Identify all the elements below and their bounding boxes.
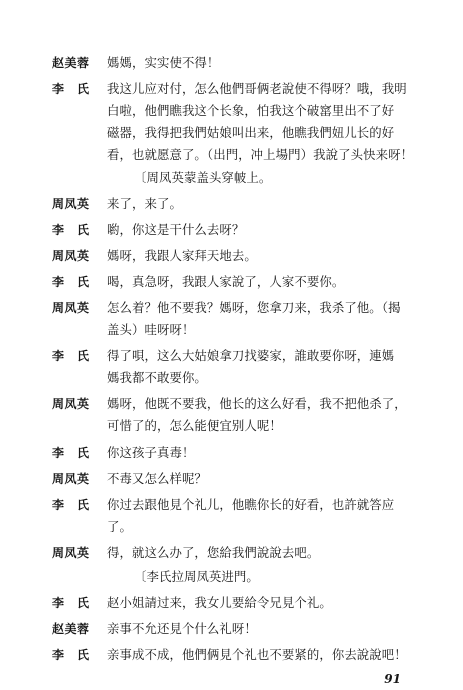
dialogue-text: 白啦，他們瞧我这个长象，怕我这个破窰里出不了好: [107, 103, 395, 118]
dialogue-text: 亲事成不成，他們俩見个礼也不要紧的，你去說說吧！: [107, 647, 407, 662]
speaker-name: 周凤英: [52, 546, 90, 560]
speaker-name: 李 氏: [52, 498, 90, 512]
dialogue-text: 来了，来了。: [107, 196, 182, 211]
dialogue-line: [0, 494, 463, 516]
dialogue-text: 盖头）哇呀呀！: [107, 322, 195, 337]
dialogue-text: 了。: [107, 519, 132, 534]
dialogue-text: 可惜了的，怎么能便宜别人呢！: [107, 418, 282, 433]
stage-direction-text: 〔李氏拉周凤英进門。: [134, 569, 259, 584]
dialogue-line: [0, 516, 463, 538]
dialogue-text: 我这儿应对付，怎么他們哥俩老說使不得呀？哦，我明: [107, 81, 407, 96]
dialogue-line: [0, 78, 463, 100]
dialogue-text: 磁器，我得把我們姑娘叫出来，他瞧我們妞儿长的好: [107, 125, 395, 140]
dialogue-text: 媽媽，实实使不得！: [107, 55, 220, 70]
stage-direction: [0, 167, 463, 189]
dialogue-line: [0, 345, 463, 367]
dialogue-line: [0, 618, 463, 640]
dialogue-line: [0, 367, 463, 389]
dialogue-text: 赵小姐請过来，我女儿要給令兄見个礼。: [107, 595, 332, 610]
speaker-name: 李 氏: [52, 82, 90, 96]
dialogue-line: [0, 542, 463, 564]
dialogue-line: [0, 52, 463, 74]
speaker-name: 李 氏: [52, 648, 90, 662]
speaker-name: 赵美蓉: [52, 56, 90, 70]
speaker-name: 周凤英: [52, 397, 90, 411]
dialogue-text: 得了唄，这么大姑娘拿刀找婆家，誰敢要你呀，連媽: [107, 348, 395, 363]
stage-direction-text: 〔周凤英蒙盖头穿帔上。: [134, 170, 272, 185]
dialogue-line: [0, 144, 463, 166]
dialogue-line: [0, 415, 463, 437]
speaker-name: 周凤英: [52, 197, 90, 211]
dialogue-line: [0, 100, 463, 122]
speaker-name: 李 氏: [52, 596, 90, 610]
speaker-name: 李 氏: [52, 223, 90, 237]
dialogue-line: [0, 319, 463, 341]
dialogue-line: [0, 644, 463, 666]
dialogue-text: 得，就这么办了，您給我們說說去吧。: [107, 545, 320, 560]
dialogue-line: [0, 468, 463, 490]
dialogue-line: [0, 219, 463, 241]
speaker-name: 周凤英: [52, 249, 90, 263]
dialogue-line: [0, 442, 463, 464]
stage-direction: [0, 566, 463, 588]
page-number: 91: [384, 672, 401, 686]
dialogue-text: 喝，真急呀，我跟人家說了，人家不要你。: [107, 274, 345, 289]
dialogue-line: [0, 122, 463, 144]
dialogue-text: 喲，你这是干什么去呀？: [107, 222, 245, 237]
dialogue-line: [0, 245, 463, 267]
speaker-name: 李 氏: [52, 349, 90, 363]
dialogue-line: [0, 592, 463, 614]
dialogue-line: [0, 271, 463, 293]
dialogue-text: 你这孩子真毒！: [107, 445, 195, 460]
speaker-name: 李 氏: [52, 446, 90, 460]
speaker-name: 赵美蓉: [52, 622, 90, 636]
dialogue-text: 不毒又怎么样呢？: [107, 471, 207, 486]
dialogue-text: 媽呀，他既不要我，他长的这么好看，我不把他杀了，: [107, 396, 407, 411]
dialogue-text: 媽我都不敢要你。: [107, 370, 207, 385]
dialogue-line: [0, 193, 463, 215]
dialogue-line: [0, 297, 463, 319]
dialogue-text: 怎么着？他不要我？媽呀，您拿刀来，我杀了他。（揭: [107, 300, 401, 315]
dialogue-text: 你过去跟他見个礼儿，他瞧你长的好看，也許就答应: [107, 497, 395, 512]
dialogue-text: 亲事不允还見个什么礼呀！: [107, 621, 257, 636]
dialogue-text: 看，也就愿意了。（出門，冲上場門）我說了头快来呀！: [107, 147, 414, 162]
dialogue-text: 媽呀，我跟人家拜天地去。: [107, 248, 257, 263]
dialogue-line: [0, 393, 463, 415]
speaker-name: 周凤英: [52, 472, 90, 486]
speaker-name: 周凤英: [52, 301, 90, 315]
speaker-name: 李 氏: [52, 275, 90, 289]
